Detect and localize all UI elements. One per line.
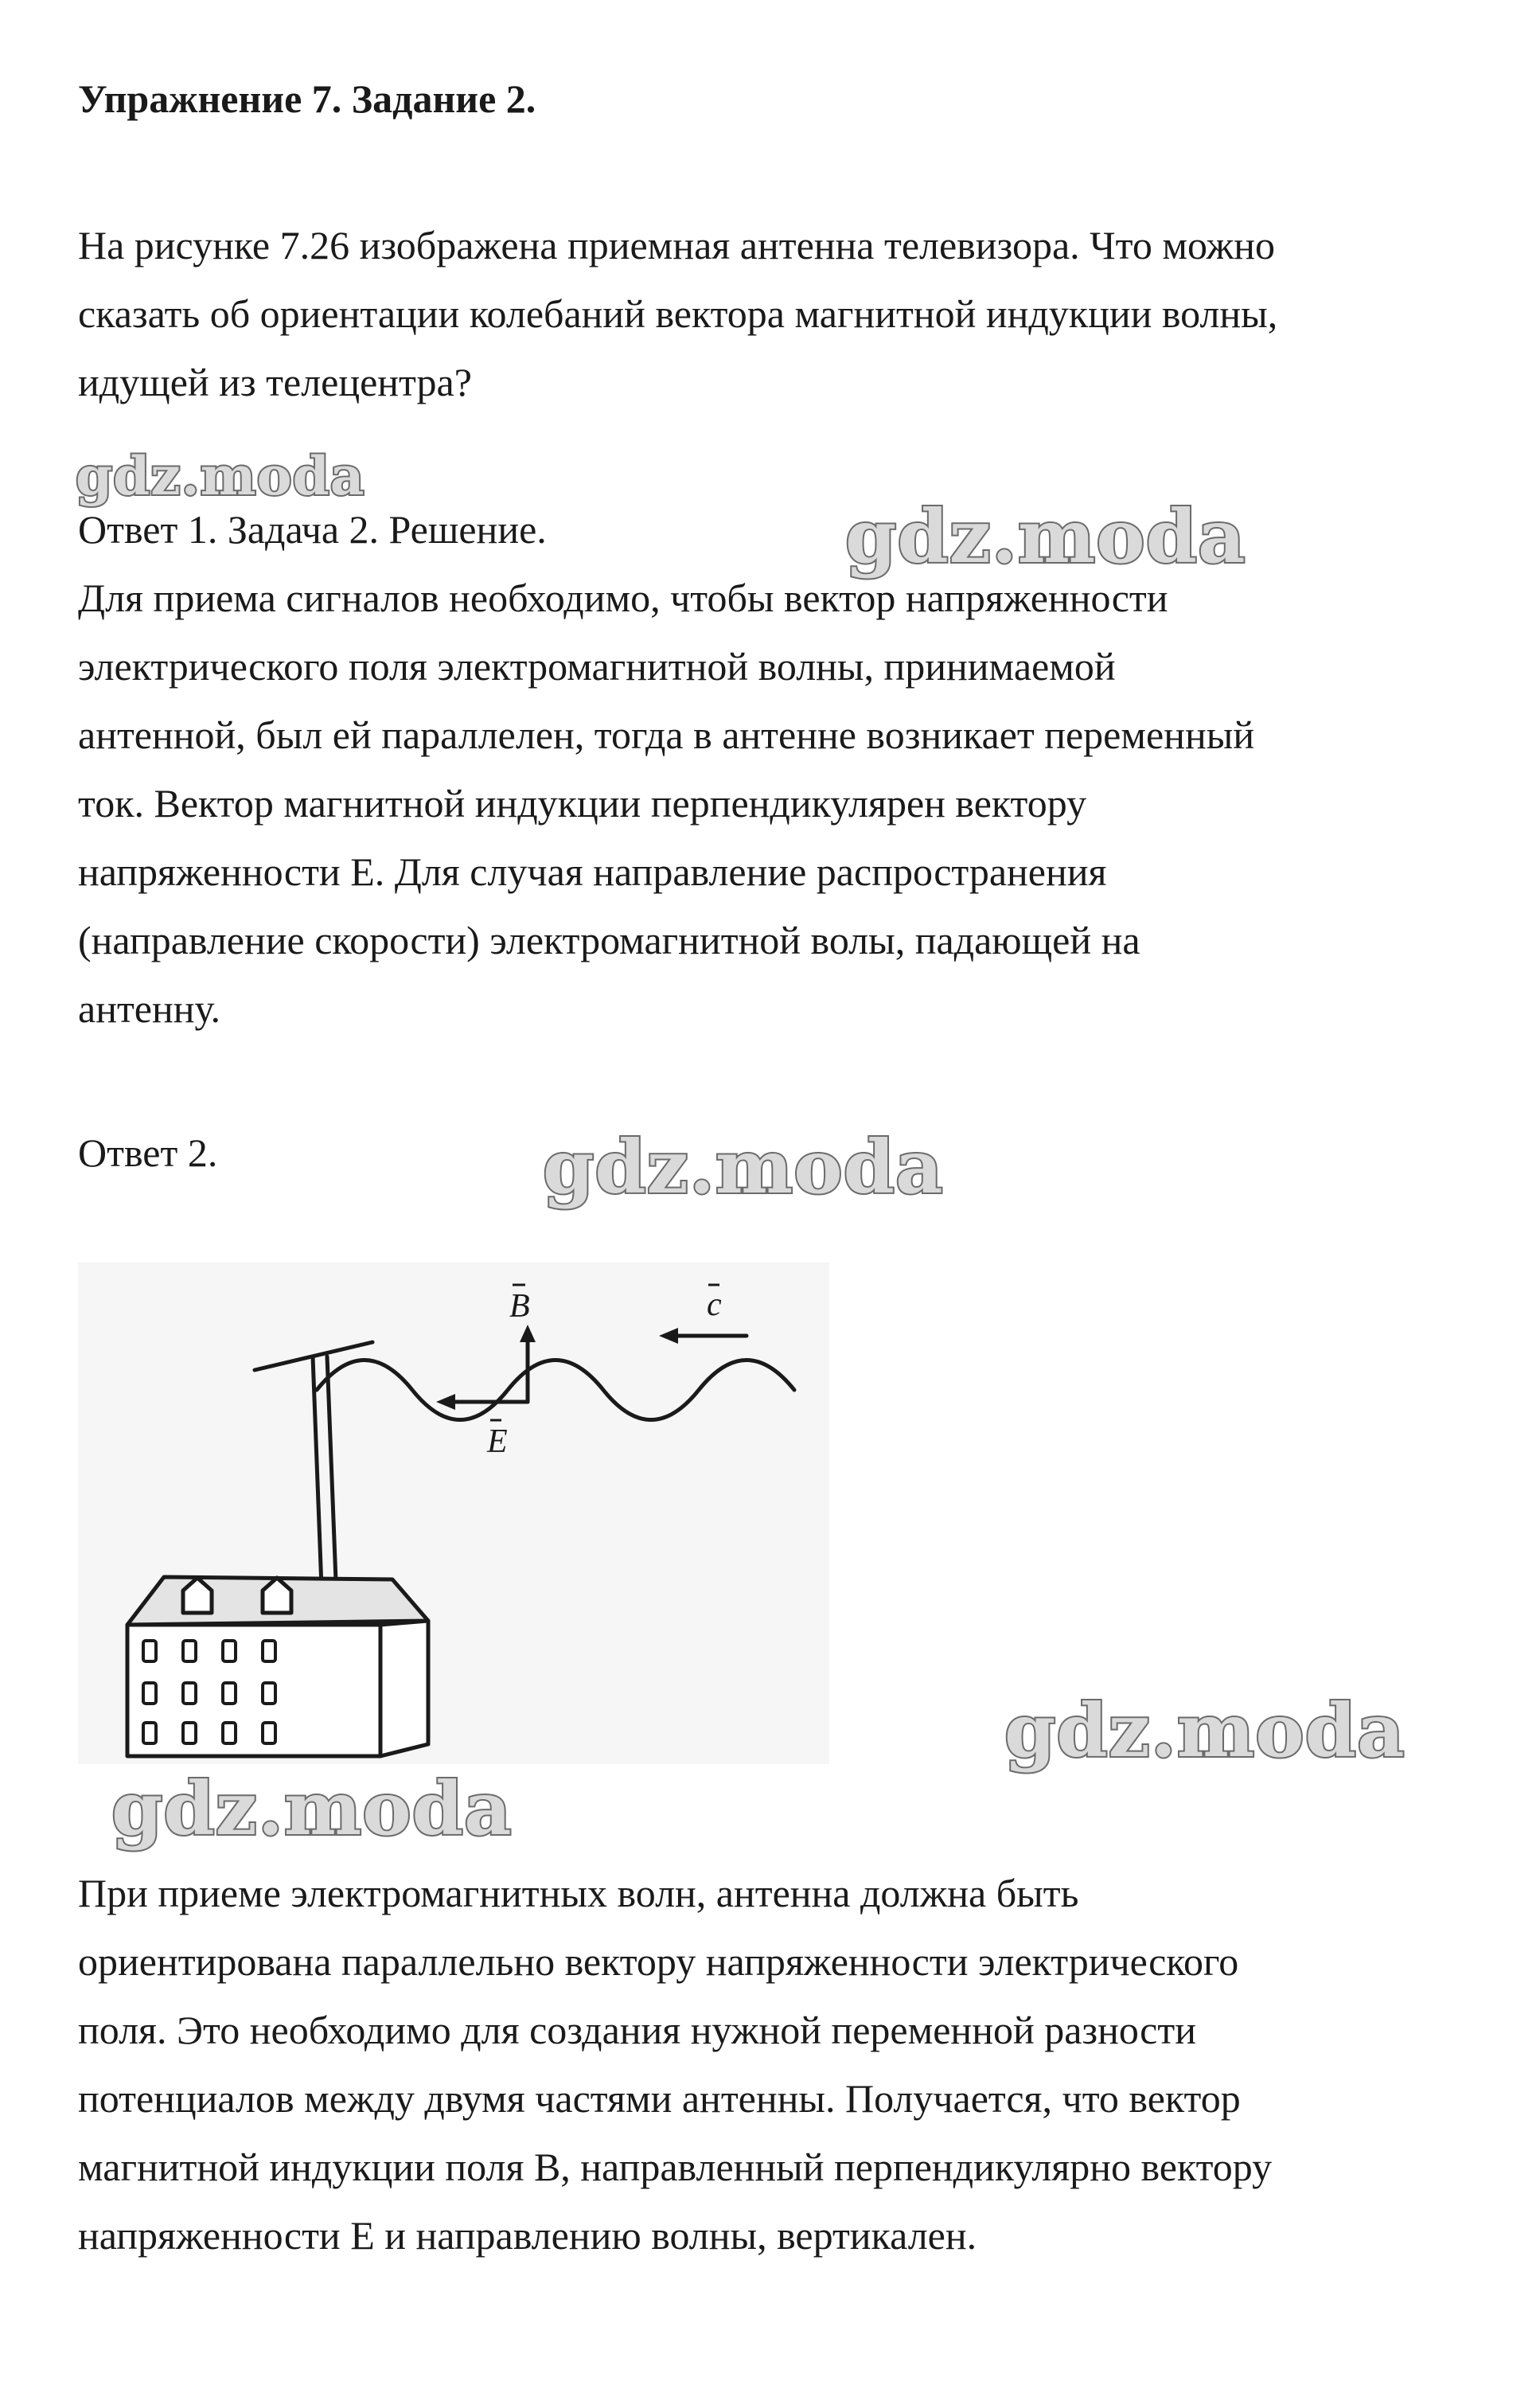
vector-e-label: E xyxy=(487,1423,508,1460)
answer2-line: поля. Это необходимо для создания нужной переменной разности xyxy=(78,2008,1196,2052)
watermark: gdz.moda xyxy=(111,1766,513,1852)
answer2-line: ориентирована параллельно вектору напряженности электрического xyxy=(78,1939,1239,1984)
antenna-figure xyxy=(78,1263,829,1764)
answer1-line: Для приема сигналов необходимо, чтобы вектор напряженности xyxy=(78,576,1168,620)
answer1-line: антенну. xyxy=(78,986,221,1031)
antenna-diagram xyxy=(78,1263,829,1764)
question-line: На рисунке 7.26 изображена приемная антенна телевизора. Что можно xyxy=(78,223,1276,267)
answer1-line: антенной, был ей параллелен, тогда в антенне возникает переменный xyxy=(78,712,1255,757)
answer2-text xyxy=(78,1859,1479,2270)
watermark: gdz.moda xyxy=(543,1124,944,1210)
answer1-line: ток. Вектор магнитной индукции перпендикулярен вектору xyxy=(78,781,1087,826)
answer2-line: напряженности E и направлению волны, вертикален. xyxy=(78,2213,977,2258)
answer2-line: При приеме электромагнитных волн, антенна должна быть xyxy=(78,1871,1079,1915)
vector-b-label: B xyxy=(509,1288,530,1325)
answer1-line: напряженности E. Для случая направление распространения xyxy=(78,849,1107,894)
answer1-text xyxy=(78,495,1479,1043)
answer2-line: потенциалов между двумя частями антенны. Получается, что вектор xyxy=(78,2076,1241,2121)
answer1-line: электрического поля электромагнитной волны, принимаемой xyxy=(78,644,1116,689)
answer1-line: (направление скорости) электромагнитной волы, падающей на xyxy=(78,918,1140,962)
watermark: gdz.moda xyxy=(845,494,1246,580)
question-line: сказать об ориентации колебаний вектора магнитной индукции волны, xyxy=(78,291,1278,336)
question-text xyxy=(78,211,1479,416)
building-side xyxy=(380,1621,428,1756)
watermark: gdz.moda xyxy=(1004,1688,1405,1774)
exercise-heading: Упражнение 7. Задание 2. xyxy=(78,76,536,121)
watermark: gdz.moda xyxy=(76,445,365,507)
answer1-line: Ответ 1. Задача 2. Решение. xyxy=(78,507,547,552)
question-line: идущей из телецентра? xyxy=(78,360,472,404)
building-front xyxy=(127,1625,380,1756)
answer2-label: Ответ 2. xyxy=(78,1130,218,1175)
answer2-line: магнитной индукции поля B, направленный перпендикулярно вектору xyxy=(78,2145,1273,2189)
vector-c-label: c xyxy=(707,1286,722,1323)
